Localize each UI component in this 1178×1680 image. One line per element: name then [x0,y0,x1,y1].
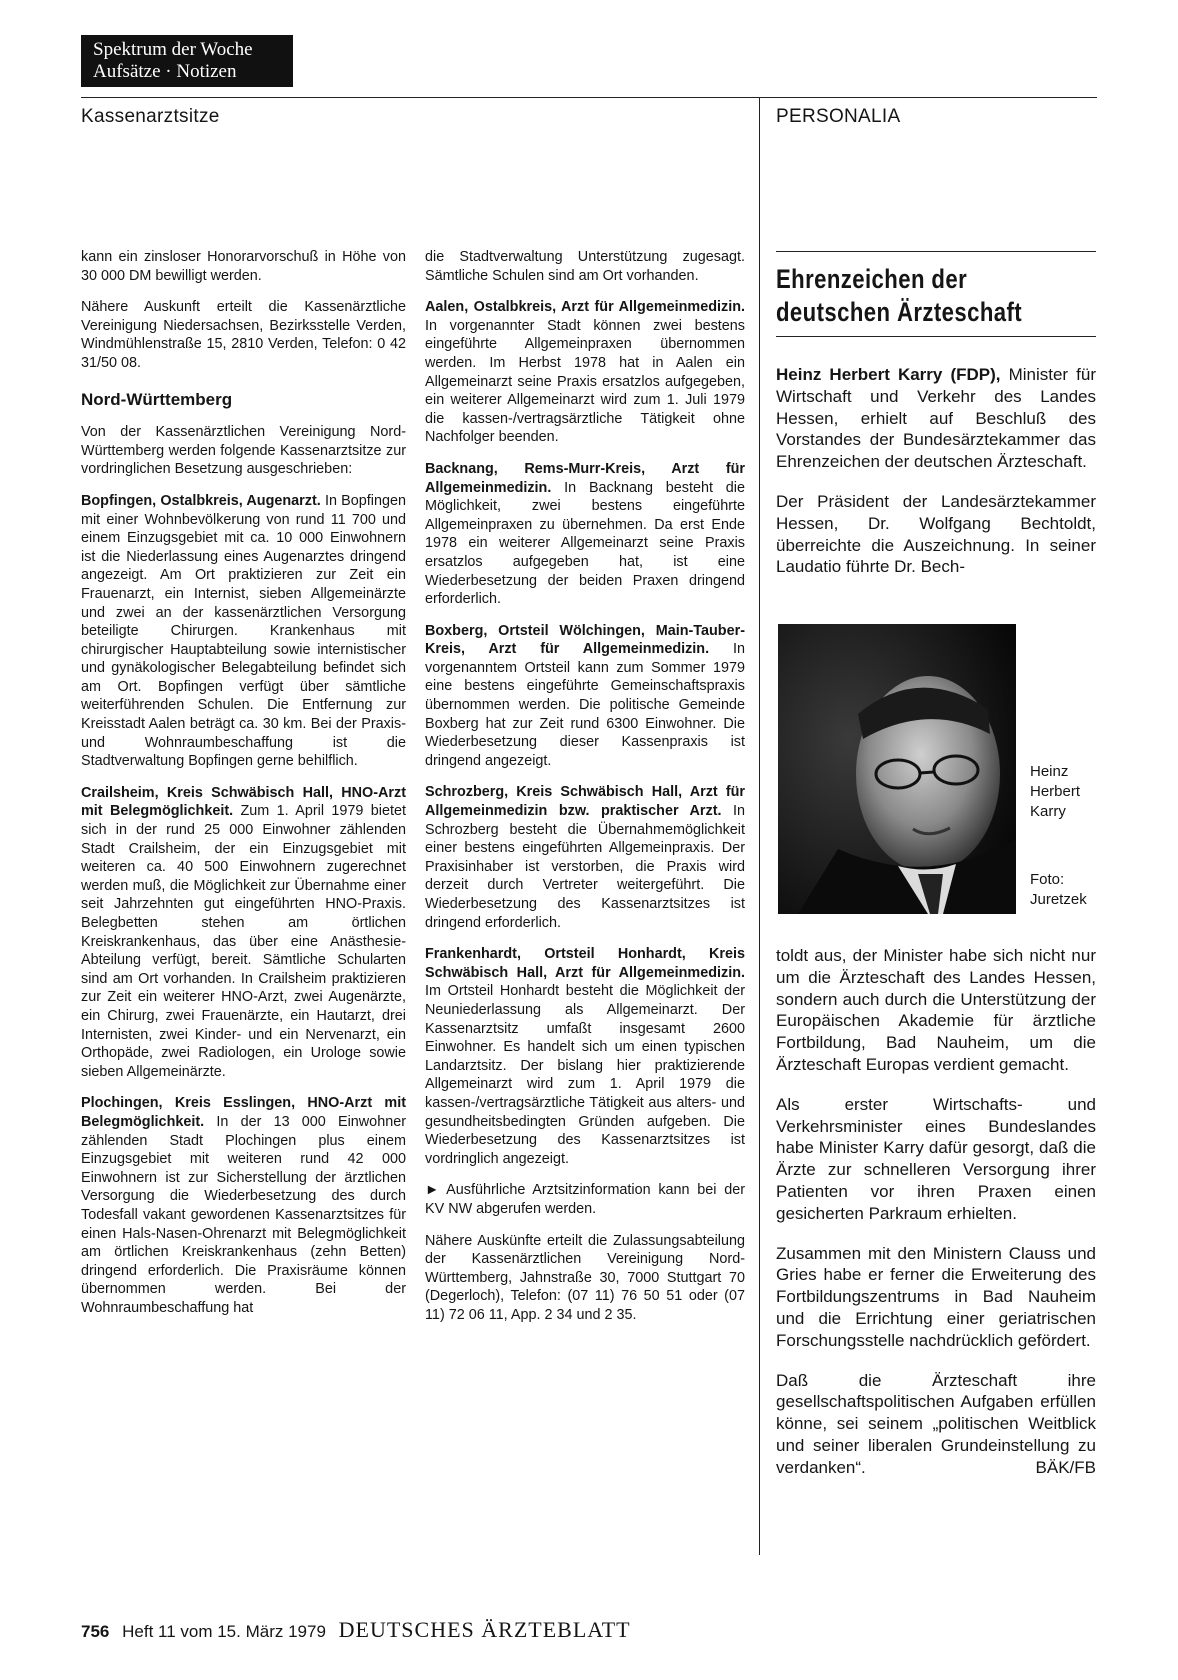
paragraph-text: Daß die Ärzteschaft ihre gesellschaftspolitischen Aufgaben erfüllen könne, sei seinem „politischen Weitblick und seiner liberalen Grundeinstellung zu verdanken“. [776,1370,1096,1477]
magazine-name: DEUTSCHES ÄRZTEBLATT [338,1617,631,1642]
listing-text: In Backnang besteht die Möglichkeit, zwei bestens eingeführte Allgemeinpraxen zu übernehmen. Da erst Ende 1978 ein weiterer Allgemeinarzt seine Praxis ersatzlos aufgegeben hat, ist eine Wiederbesetzung der beiden Praxen dringend erforderlich. [425,479,745,608]
subheading: Nord-Württemberg [81,389,233,409]
paragraph: Als erster Wirtschafts- und Verkehrsminister eines Bundeslandes habe Minister Karry dafür gesorgt, daß die Ärzte zur schnelleren Versorgung ihrer Patienten vor ihren Praxen einen gesicherten Parkraum erhielten. [776,1094,1096,1223]
page-number: 756 [81,1622,110,1641]
listing-head: Boxberg, Ortsteil Wölchingen, Main-Tauber-Kreis, Arzt für Allgemeinmedizin. [425,622,745,658]
masthead-line1: Spektrum der Woche [93,39,253,60]
section-title-left: Kassenarztsitze [81,106,220,127]
note: ► Ausführliche Arztsitzinformation kann bei der KV NW abgerufen werden. [425,1182,745,1217]
listing-text: Im Ortsteil Honhardt besteht die Möglichkeit der Neuniederlassung als Allgemeinarzt. Der Kassenarztsitz umfaßt insgesamt 2600 Einwohner. Es handelt sich um einen typischen Landarztsitz. Der bislang hier praktizierende Allgemeinarzt wird zum 1. April 1979 die kassen-/vertragsärztliche Tätigkeit aus alters- und gesundheitsbedingten Gründen aufgeben. Die Wiederbesetzung des Kassenarztsitzes ist vordringlich angezeigt. [425,983,745,1167]
page-footer [81,1617,631,1643]
headline-line2: deutschen Ärzteschaft [776,297,1023,327]
paragraph: kann ein zinsloser Honorarvorschuß in Höhe von 30 000 DM bewilligt werden. [81,249,406,284]
listing-text: Zum 1. April 1979 bietet sich in der rund 25 000 Einwohner zählenden Stadt Crailsheim, der ein Einzugsgebiet mit weiteren ca. 40 500 Einwohnern zugerechnet werden muß, die Möglichkeit zur Übernahme einer seit Jahrzehnten gut eingeführten HNO-Praxis. Belegbetten stehen am örtlichen Kreiskrankenhaus, das über eine Anästhesie-Abteilung verfügt, bereit. Sämtliche Schularten sind am Ort vorhanden. In Crailsheim praktizieren zur Zeit ein weiterer HNO-Arzt, zwei Augenärzte, ein Chirurg, zwei Frauenärzte, ein Hautarzt, drei Internisten, zwei Kinder- und ein Nervenarzt, ein Orthopäde, zwei Radiologen, ein Urologe sowie sieben Allgemeinärzte. [81,803,406,1080]
listing-text: In Bopfingen mit einer Wohnbevölkerung von rund 11 700 und einem Einzugsgebiet mit ca. 10 000 Einwohnern ist die Niederlassung eines Augenarztes dringend angezeigt. Am Ort praktizieren zur Zeit ein Frauenarzt, ein Internist, sieben Allgemeinärzte und zwei an der kassenärztlichen Versorgung beteiligte Chirurgen. Krankenhaus mit chirurgischer Hauptabteilung sowie internistischer und gynäkologischer Belegabteilung befindet sich am Ort. Bopfingen verfügt über sämtliche weiterführenden Schulen. Die Entfernung zur Kreisstadt Aalen beträgt ca. 30 km. Bei der Praxis- und Wohnraumbeschaffung ist die Stadtverwaltung Bopfingen gerne behilflich. [81,492,406,770]
credit-line: Juretzek [1030,891,1087,908]
listing-head: Crailsheim, Kreis Schwäbisch Hall, HNO-Arzt mit Belegmöglichkeit. [81,784,406,820]
photo-caption [1030,762,1080,822]
headline-rule-top [776,251,1096,252]
listing-head: Frankenhardt, Ortsteil Honhardt, Kreis Schwäbisch Hall, Arzt für Allgemeinmedizin. [425,946,745,981]
paragraph [776,364,1096,473]
paragraph: toldt aus, der Minister habe sich nicht nur um die Ärzteschaft des Landes Hessen, sondern auch durch die Unterstützung der Europäischen Akademie für ärztliche Fortbildung, Bad Nauheim, um die Ärzteschaft Europas verdient gemacht. [776,946,1096,1074]
person-name: Heinz Herbert Karry (FDP), [776,365,1001,384]
paragraph: Zusammen mit den Ministern Clauss und Gries habe er ferner die Erweiterung des Fortbildungszentrums in Bad Nauheim und die Errichtung einer geriatrischen Forschungsstelle nachdrücklich gefördert. [776,1243,1096,1350]
paragraph: Nähere Auskunft erteilt die Kassenärztliche Vereinigung Niedersachsen, Bezirksstelle Verden, Windmühlenstraße 15, 2810 Verden, Telefon: 0 42 31/50 08. [81,299,406,371]
column-1 [81,248,406,1330]
issue-info: Heft 11 vom 15. März 1979 [122,1622,326,1641]
listing-entry [81,492,406,771]
column-3-top [776,364,1096,596]
caption-line: Heinz [1030,763,1069,780]
caption-line: Karry [1030,803,1066,820]
listing-head: Backnang, Rems-Murr-Kreis, Arzt für Allgemeinmedizin. [425,460,745,496]
listing-entry [425,945,745,1168]
listing-head: Aalen, Ostalbkreis, Arzt für Allgemeinmedizin. [425,299,745,316]
listing-head: Plochingen, Kreis Esslingen, HNO-Arzt mit Belegmöglichkeit. [81,1095,406,1130]
masthead [81,35,293,87]
column-divider [759,97,760,1555]
paragraph: Nähere Auskünfte erteilt die Zulassungsabteilung der Kassenärztlichen Vereinigung Nord-Württemberg, Jahnstraße 30, 7000 Stuttgart 70 (Degerloch), Telefon: (07 11) 76 50 51 oder (07 11) 72 06 11, App. 2 34 und 2 35. [425,1232,745,1323]
paragraph: Der Präsident der Landesärztekammer Hessen, Dr. Wolfgang Bechtoldt, überreichte die Auszeichnung. In seiner Laudatio führte Dr. Bech- [776,491,1096,577]
listing-entry [425,622,745,771]
listing-entry [425,298,745,447]
masthead-line2: Aufsätze · Notizen [93,61,237,82]
caption-line: Herbert [1030,783,1081,800]
listing-text: In vorgenannter Stadt können zwei bestens eingeführte Allgemeinpraxen übernommen werden. Im Herbst 1978 hat in Aalen ein Allgemeinarzt seine Praxis ersatzlos aufgegeben, ein weiterer Allgemeinarzt wird zum 1. Juli 1979 die kassen-/vertragsärztliche Tätigkeit ohne Nachfolger beenden. [425,317,745,446]
paragraph: die Stadtverwaltung Unterstützung zugesagt. Sämtliche Schulen sind am Ort vorhanden. [425,249,745,284]
listing-head: Schrozberg, Kreis Schwäbisch Hall, Arzt für Allgemeinmedizin bzw. praktischer Arzt. [425,784,745,820]
listing-head: Bopfingen, Ostalbkreis, Augenarzt. [81,492,321,509]
headline-line1: Ehrenzeichen der [776,264,968,294]
listing-entry [81,784,406,1082]
credit-line: Foto: [1030,871,1065,888]
top-rule [81,97,1097,98]
paragraph-text: Minister für Wirtschaft und Verkehr des Landes Hessen, erhielt auf Beschluß des Vorstandes der Bundesärztekammer das Ehrenzeichen der deutschen Ärzteschaft. [776,365,1096,472]
portrait-photo [778,624,1016,914]
listing-entry [425,460,745,609]
listing-text: In Schrozberg besteht die Übernahmemöglichkeit einer bestens eingeführten Allgemeinpraxis. Der Praxisinhaber ist verstorben, die Praxis wird derzeit durch Vertreter weitergeführt. Die Wiederbesetzung des Kassenarztsitzes ist dringend erforderlich. [425,803,745,931]
headline-rule-bottom [776,336,1096,337]
listing-text: In der 13 000 Einwohner zählenden Stadt Plochingen plus einem Einzugsgebiet mit weiteren rund 42 000 Einwohnern ist zur Sicherstellung der ärztlichen Versorgung die Wiederbesetzung des durch Todesfall vakant gewordenen Kassenarztsitzes für einen Hals-Nasen-Ohrenarzt mit Belegmöglichkeit am örtlichen Kreiskrankenhaus (zehn Betten) dringend erforderlich. Die Praxisräume können übernommen werden. Bei der Wohnraumbeschaffung hat [81,1113,406,1316]
listing-entry [425,783,745,932]
signature: BÄK/FB [1035,1457,1096,1477]
listing-text: In vorgenanntem Ortsteil kann zum Sommer 1979 eine bestens eingeführte Gemeinschaftspraxis übernommen werden. Die politische Gemeinde Boxberg hat zur Zeit rund 6300 Einwohner. Die Wiederbesetzung dieser Kassenpraxis ist dringend angezeigt. [425,641,745,769]
listing-entry [81,1094,406,1317]
column-3-bottom [776,945,1096,1478]
article-headline [776,263,1038,329]
photo-credit [1030,870,1087,910]
column-2 [425,248,745,1337]
paragraph: Von der Kassenärztlichen Vereinigung Nord-Württemberg werden folgende Kassenarztsitze zur vordringlichen Besetzung ausgeschrieben: [81,424,406,478]
section-title-right: PERSONALIA [776,106,901,127]
